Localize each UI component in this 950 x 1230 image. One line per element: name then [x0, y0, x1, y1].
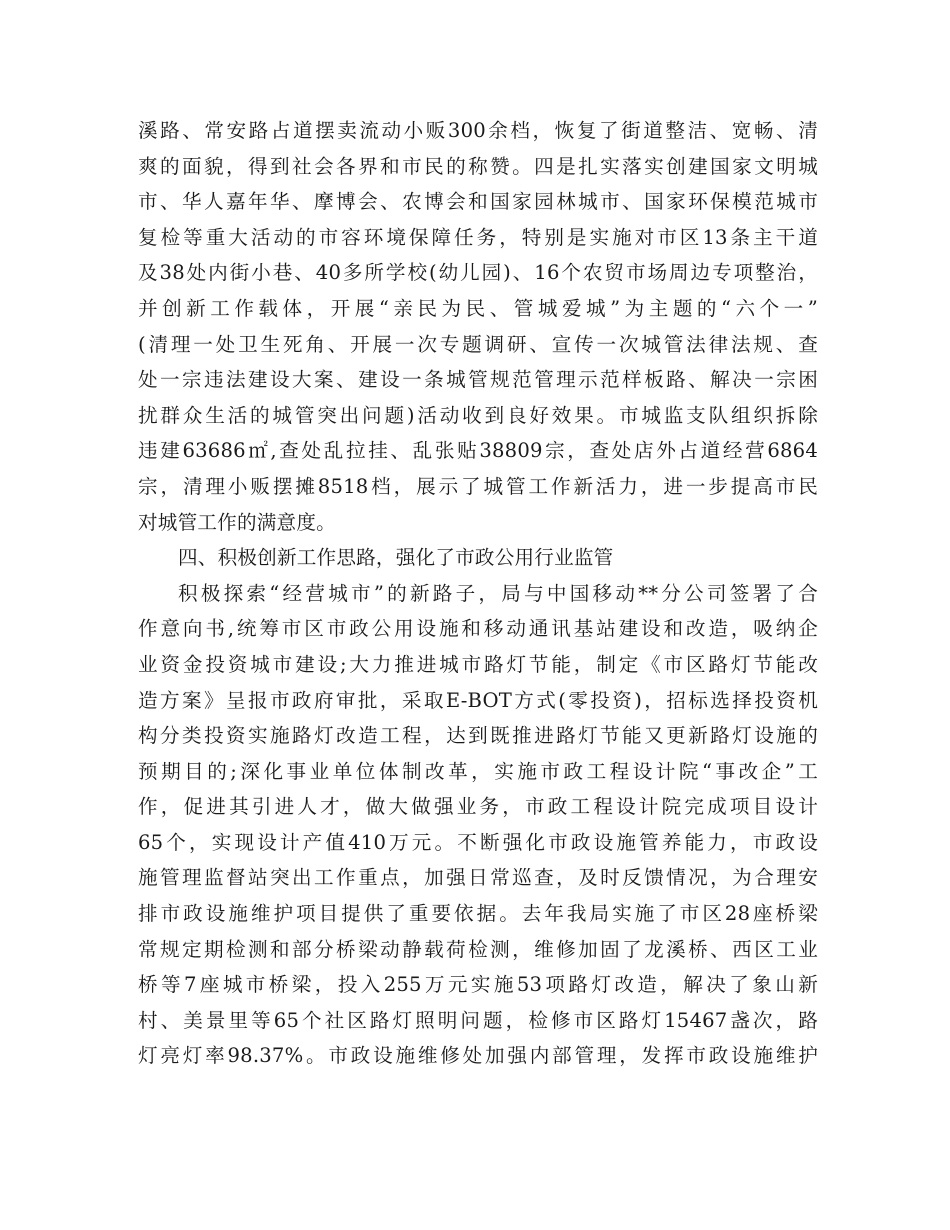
text-line: 65个，实现设计产值410万元。不断强化市政设施管养能力，市政设 — [138, 830, 818, 854]
text-line: 爽的面貌，得到社会各界和市民的称赞。四是扎实落实创建国家文明城 — [138, 154, 818, 178]
text-line: 对城管工作的满意度。 — [138, 510, 336, 534]
text-line: 作，促进其引进人才，做大做强业务，市政工程设计院完成项目设计 — [138, 795, 818, 819]
text-line: 扰群众生活的城管突出问题)活动收到良好效果。市城监支队组织拆除 — [138, 403, 818, 427]
text-line: 积极探索“经营城市”的新路子，局与中国移动**分公司签署了合 — [178, 581, 818, 605]
text-line: 及38处内街小巷、40多所学校(幼儿园)、16个农贸市场周边专项整治， — [138, 261, 818, 285]
section-heading: 四、积极创新工作思路，强化了市政公用行业监管 — [178, 546, 614, 570]
text-line: 作意向书,统筹市区市政公用设施和移动通讯基站建设和改造，吸纳企 — [138, 617, 818, 641]
text-line: 构分类投资实施路灯改造工程，达到既推进路灯节能又更新路灯设施的 — [138, 724, 818, 748]
text-line: 违建63686㎡,查处乱拉挂、乱张贴38809宗，查处店外占道经营6864 — [138, 439, 818, 463]
text-line: 并创新工作载体，开展“亲民为民、管城爱城”为主题的“六个一” — [138, 296, 818, 320]
text-line: 溪路、常安路占道摆卖流动小贩300余档，恢复了街道整洁、宽畅、清 — [138, 119, 818, 142]
text-line: 预期目的;深化事业单位体制改革，实施市政工程设计院“事改企”工 — [138, 759, 818, 783]
text-line: 处一宗违法建设大案、建设一条城管规范管理示范样板路、解决一宗困 — [138, 368, 818, 392]
document-body — [138, 113, 818, 1074]
text-line: (清理一处卫生死角、开展一次专题调研、宣传一次城管法律法规、查 — [138, 332, 818, 356]
text-line: 造方案》呈报市政府审批，采取E-BOT方式(零投资)，招标选择投资机 — [138, 688, 818, 712]
text-line: 排市政设施维护项目提供了重要依据。去年我局实施了市区28座桥梁 — [138, 902, 818, 926]
text-line: 施管理监督站突出工作重点，加强日常巡查，及时反馈情况，为合理安 — [138, 866, 818, 890]
text-line: 常规定期检测和部分桥梁动静载荷检测，维修加固了龙溪桥、西区工业 — [138, 937, 818, 961]
text-line: 市、华人嘉年华、摩博会、农博会和国家园林城市、国家环保模范城市 — [138, 190, 818, 214]
text-line: 复检等重大活动的市容环境保障任务，特别是实施对市区13条主干道 — [138, 225, 818, 249]
text-line: 灯亮灯率98.37%。市政设施维修处加强内部管理，发挥市政设施维护 — [138, 1044, 818, 1068]
text-line: 宗，清理小贩摆摊8518档，展示了城管工作新活力，进一步提高市民 — [138, 474, 818, 498]
text-line: 业资金投资城市建设;大力推进城市路灯节能，制定《市区路灯节能改 — [138, 652, 818, 676]
text-line: 村、美景里等65个社区路灯照明问题，检修市区路灯15467盏次，路 — [138, 1008, 818, 1032]
text-line: 桥等7座城市桥梁，投入255万元实施53项路灯改造，解决了象山新 — [138, 973, 818, 997]
